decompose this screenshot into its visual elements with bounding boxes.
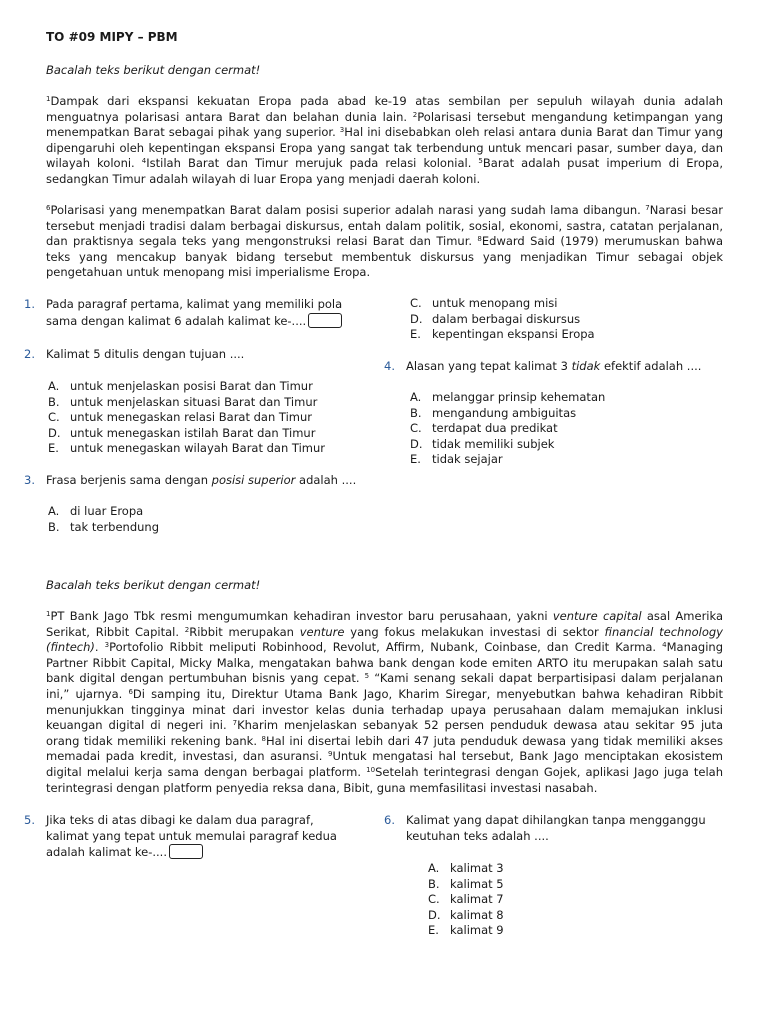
option-text: untuk menjelaskan posisi Barat dan Timur	[70, 379, 313, 393]
sentence: Setelah terintegrasi dengan Gojek, aplikasi Jago juga telah terintegrasi dengan platform penyedia reksa dana, Bibit, guna memfasilitasi investasi nasabah.	[46, 764, 724, 795]
option-text: kalimat 5	[450, 876, 504, 891]
option-text: tak terbendung	[70, 519, 160, 534]
option-e[interactable]	[410, 452, 605, 468]
sentence-number: 1	[46, 610, 51, 618]
option-e[interactable]	[428, 923, 504, 939]
option-text: di luar Eropa	[70, 504, 144, 518]
sentence-number: 2	[412, 110, 418, 119]
question-number: 6.	[384, 813, 395, 827]
option-letter: D.	[410, 436, 423, 451]
sentence: Istilah Barat dan Timur merujuk pada relasi kolonial.	[146, 156, 479, 171]
sentence-number: 4	[141, 157, 147, 166]
question-text	[406, 359, 701, 375]
question-text-part: Alasan yang tepat kalimat 3	[406, 359, 572, 373]
sentence: Dampak dari ekspansi kekuatan Eropa pada abad ke-19 atas sembilan per sepuluh wilayah dunia adalah menguatnya polarisasi antara Barat dan belahan dunia lain.	[46, 94, 723, 124]
question-line: Kalimat yang dapat dihilangkan tanpa mengganggu	[406, 813, 706, 827]
option-d[interactable]	[428, 908, 504, 924]
option-text: kalimat 3	[450, 861, 504, 875]
option-text: mengandung ambiguitas	[432, 405, 577, 420]
option-letter: C.	[410, 421, 422, 436]
passage2-paragraph	[46, 609, 723, 796]
passage1-paragraph1	[46, 94, 723, 188]
option-text: untuk menopang misi	[432, 296, 558, 310]
option-text: kalimat 7	[450, 892, 504, 907]
sentence: Managing Partner Ribbit Capital, Micky Malka, mengatakan bahwa bank dengan kode emiten ARTO itu merupakan salah satu bank digital dengan pertumbuhan bisnis yang cepat.	[46, 640, 723, 686]
sentence-number: 10	[366, 765, 376, 774]
option-text: dalam berbagai diskursus	[432, 311, 581, 326]
question-4-options	[410, 390, 605, 468]
question-text-part: adalah ....	[295, 473, 357, 487]
sentence: Polarisasi yang menempatkan Barat dalam posisi superior adalah narasi yang sudah lama dibangun.	[50, 203, 646, 217]
sentence-number: 3	[104, 641, 110, 650]
question-line	[46, 844, 366, 861]
option-d[interactable]	[48, 426, 325, 442]
question-line: kalimat yang tepat untuk memulai paragraf kedua	[46, 828, 337, 843]
sentence: Portofolio Ribbit meliputi Robinhood, Revolut, Affirm, Nubank, Coinbase, dan Credit Karma.	[109, 640, 663, 655]
option-letter: B.	[428, 876, 440, 891]
sentence: “Kami senang sekali dapat berpartisipasi dalam perjalanan ini,” ujarnya.	[46, 671, 723, 701]
option-d[interactable]	[410, 437, 605, 453]
answer-input-box[interactable]	[169, 844, 203, 859]
question-text-part: Frasa berjenis sama dengan	[46, 473, 212, 487]
sentence-number: 4	[662, 641, 667, 650]
option-letter: E.	[410, 452, 421, 467]
option-c[interactable]	[410, 296, 595, 312]
sentence-number: 8	[261, 734, 266, 743]
option-letter: B.	[48, 394, 60, 409]
sentence-italic: venture	[299, 624, 345, 639]
sentence: Ribbit merupakan	[189, 624, 300, 639]
option-a[interactable]	[48, 379, 325, 395]
page-title: TO #09 MIPY – PBM	[46, 30, 178, 44]
sentence: Untuk mengatasi hal tersebut, Bank Jago menciptakan ekosistem digital melalui kerja sama dengan berbagai platform.	[46, 749, 723, 779]
question-line-text: sama dengan kalimat 6 adalah kalimat ke-....	[46, 313, 307, 328]
option-text: melanggar prinsip kehematan	[432, 390, 606, 404]
option-letter: E.	[428, 923, 439, 938]
option-e[interactable]	[48, 441, 325, 457]
sentence: Kharim menjelaskan sebanyak 52 persen penduduk dewasa atau sekitar 95 juta orang tidak memiliki rekening bank.	[46, 718, 723, 748]
sentence-italic: financial technology (fintech)	[46, 624, 723, 655]
option-letter: E.	[410, 327, 421, 342]
question-line	[46, 313, 366, 330]
option-b[interactable]	[48, 395, 325, 411]
passage1-paragraph2	[46, 203, 723, 281]
option-letter: A.	[428, 861, 440, 875]
sentence-number: 6	[46, 204, 51, 212]
question-3-options	[48, 504, 159, 535]
option-letter: D.	[428, 907, 441, 922]
question-line: keutuhan teks adalah ....	[406, 828, 549, 843]
question-line: Jika teks di atas dibagi ke dalam dua paragraf,	[46, 813, 314, 827]
sentence-number: 1	[46, 95, 51, 103]
question-number: 4.	[384, 359, 395, 373]
question-number: 3.	[24, 473, 35, 487]
option-a[interactable]	[410, 390, 605, 406]
sentence-number: 7	[645, 204, 650, 212]
option-e[interactable]	[410, 327, 595, 343]
sentence: yang fokus melakukan investasi di sektor	[344, 624, 605, 639]
option-text: kepentingan ekspansi Eropa	[432, 327, 595, 342]
option-letter: C.	[48, 410, 60, 425]
question-line: Pada paragraf pertama, kalimat yang memiliki pola	[46, 297, 343, 311]
question-2-options	[48, 379, 325, 457]
option-text: untuk menjelaskan situasi Barat dan Timur	[70, 394, 318, 409]
option-b[interactable]	[410, 406, 605, 422]
option-c[interactable]	[428, 892, 504, 908]
question-text	[46, 473, 356, 489]
option-text: kalimat 8	[450, 907, 504, 922]
option-d[interactable]	[410, 312, 595, 328]
question-text	[406, 813, 736, 844]
sentence: asal Amerika Serikat, Ribbit Capital.	[46, 609, 724, 639]
question-text-italic: posisi superior	[211, 473, 296, 487]
sentence: Di samping itu, Direktur Utama Bank Jago, Kharim Siregar, menyebutkan bahwa kehadiran Ribbit menunjukkan tingginya minat dari investor kelas dunia terhadap upaya perusahaan dalam memajukan inklusi keuangan digital di negeri ini.	[46, 686, 723, 733]
option-letter: C.	[428, 892, 440, 907]
question-text	[46, 297, 366, 329]
option-a[interactable]	[428, 861, 504, 877]
option-b[interactable]	[428, 877, 504, 893]
sentence: Hal ini disertai lebih dari 47 juta penduduk dewasa yang tidak memiliki akses memadai pada kredit, investasi, dan asuransi.	[46, 733, 723, 764]
option-text: tidak sejajar	[432, 452, 503, 467]
sentence: Polarisasi tersebut mengandung ketimpangan yang menempatkan Barat sebagai pihak yang superior.	[46, 109, 723, 140]
option-letter: C.	[410, 296, 422, 310]
sentence: Hal ini disebabkan oleh relasi antara dunia Barat dan Timur yang dipengaruhi oleh kepentingan ekspansi Eropa yang sangat tak terbendung untuk mencari pasar, sumber daya, dan wilayah koloni.	[46, 125, 723, 171]
answer-input-box[interactable]	[308, 313, 342, 328]
question-text-italic: tidak	[571, 359, 601, 373]
option-text: terdapat dua predikat	[432, 421, 558, 436]
option-c[interactable]	[410, 421, 605, 437]
option-text: untuk menegaskan wilayah Barat dan Timur	[70, 441, 326, 456]
sentence-number: 2	[184, 625, 190, 634]
option-text: untuk menegaskan relasi Barat dan Timur	[70, 410, 313, 425]
option-letter: A.	[48, 504, 60, 518]
sentence-number: 7	[232, 719, 238, 728]
option-text: untuk menegaskan istilah Barat dan Timur	[70, 425, 316, 440]
sentence-number: 9	[327, 750, 333, 759]
option-letter: E.	[48, 441, 59, 456]
sentence: Edward Said (1979) merumuskan bahwa teks yang mencakup banyak bidang tersebut membentuk diskursus yang menjadikan Timur sebagai objek pengetahuan untuk menopang misi imperialisme Eropa.	[46, 234, 723, 280]
option-text: kalimat 9	[450, 923, 504, 938]
sentence: Narasi besar tersebut menjadi tradisi dalam berbagai diskursus, entah dalam politik, sosial, ekonomi, sastra, catatan perjalanan, dan praktisnya segala teks yang mengonstruksi relasi Barat dan Timur.	[46, 203, 723, 249]
question-text: Kalimat 5 ditulis dengan tujuan ....	[46, 347, 245, 361]
option-letter: A.	[48, 379, 60, 393]
sentence: PT Bank Jago Tbk resmi mengumumkan kehadiran investor baru perusahaan, yakni	[50, 609, 553, 623]
option-letter: D.	[48, 425, 61, 440]
sentence-number: 8	[477, 235, 482, 244]
question-line-text: adalah kalimat ke-....	[46, 845, 167, 860]
sentence-number: 5	[364, 672, 370, 681]
option-c[interactable]	[48, 410, 325, 426]
sentence: Barat adalah pusat imperium di Eropa, sedangkan Timur adalah wilayah di luar Eropa yang menjadi daerah koloni.	[46, 156, 723, 186]
question-6-options	[428, 861, 504, 939]
option-b[interactable]	[48, 520, 159, 536]
sentence-number: 6	[128, 687, 133, 696]
question-1-options	[410, 296, 595, 343]
sentence-italic: venture capital	[552, 609, 642, 623]
question-number: 1.	[24, 297, 35, 311]
sentence-number: 3	[339, 126, 345, 135]
sentence-number: 5	[478, 157, 483, 166]
option-text: tidak memiliki subjek	[432, 436, 555, 451]
section1-instruction: Bacalah teks berikut dengan cermat!	[46, 63, 261, 77]
option-letter: D.	[410, 311, 423, 326]
sentence: .	[94, 640, 105, 655]
question-text-part: efektif adalah ....	[600, 359, 702, 373]
option-a[interactable]	[48, 504, 159, 520]
question-number: 2.	[24, 347, 35, 361]
question-text	[46, 813, 366, 861]
option-letter: B.	[410, 405, 422, 420]
question-number: 5.	[24, 813, 35, 827]
option-letter: A.	[410, 390, 422, 404]
section2-instruction: Bacalah teks berikut dengan cermat!	[46, 578, 261, 592]
option-letter: B.	[48, 519, 60, 534]
